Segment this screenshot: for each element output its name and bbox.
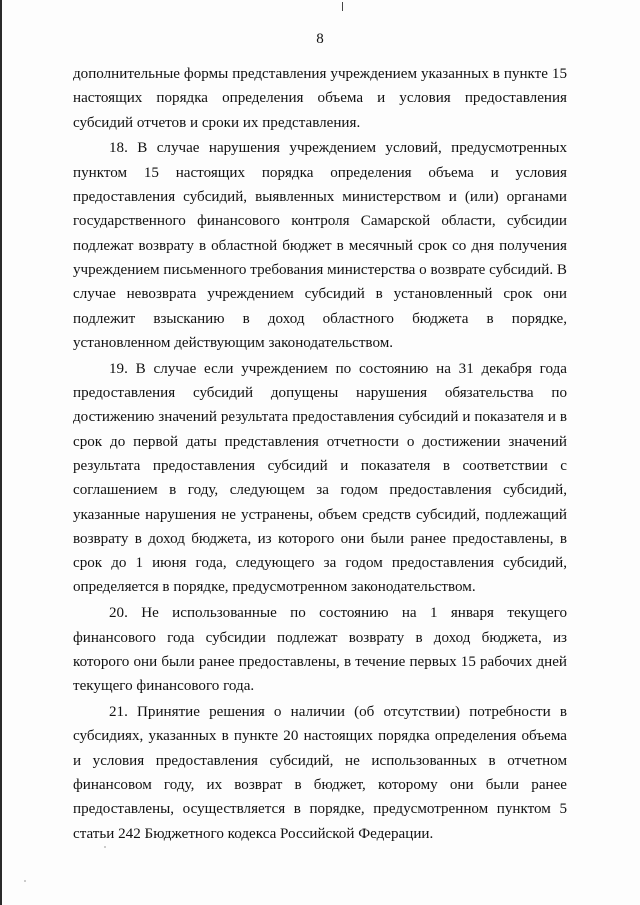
- paragraph-continuation: дополнительные формы представления учреждением указанных в пункте 15 настоящих порядка определения объема и условия предоставления субсидий отчетов и сроки их представления.: [73, 66, 567, 131]
- document-body: [73, 62, 567, 847]
- scan-left-edge: [0, 0, 2, 905]
- page-number: 8: [316, 31, 324, 47]
- paragraph-item-21: 21. Принятие решения о наличии (об отсутствии) потребности в субсидиях, указанных в пункте 20 настоящих порядка определения объема и условия предоставления субсидий, не использованных в отчетном финансовом году, их возврат в бюджет, которому они были ранее предоставлены, осуществляется в порядке, предусмотренном пунктом 5 статьи 242 Бюджетного кодекса Российской Федерации.: [73, 704, 567, 842]
- paragraph-item-19: 19. В случае если учреждением по состоянию на 31 декабря года предоставления субсидий допущены нарушения обязательства по достижению значений результата предоставления субсидий и показателя и в срок до первой даты представления отчетности о достижении значений результата предоставления субсидий и показателя в соответствии с соглашением в году, следующем за годом предоставления субсидий, указанные нарушения не устранены, объем средств субсидий, подлежащий возврату в доход бюджета, из которого они были ранее предоставлены, в срок до 1 июня года, следующего за годом предоставления субсидий, определяется в порядке, предусмотренном законодательством.: [73, 360, 567, 596]
- scan-top-mark: [342, 2, 343, 11]
- paragraph-item-20: 20. Не использованные по состоянию на 1 января текущего финансового года субсидии подлежат возврату в доход бюджета, из которого они были ранее предоставлены, в течение первых 15 рабочих дней текущего финансового года.: [73, 605, 567, 695]
- scan-speck: [104, 846, 106, 848]
- scan-speck: [24, 880, 26, 882]
- paragraph-item-18: 18. В случае нарушения учреждением условий, предусмотренных пунктом 15 настоящих порядка определения объема и условия предоставления субсидий, выявленных министерством и (или) органами государственного финансового контроля Самарской области, субсидии подлежат возврату в областной бюджет в месячный срок со дня получения учреждением письменного требования министерства о возврате субсидий. В случае невозврата учреждением субсидий в установленный срок они подлежит взысканию в доход областного бюджета в порядке, установленном действующим законодательством.: [73, 140, 567, 351]
